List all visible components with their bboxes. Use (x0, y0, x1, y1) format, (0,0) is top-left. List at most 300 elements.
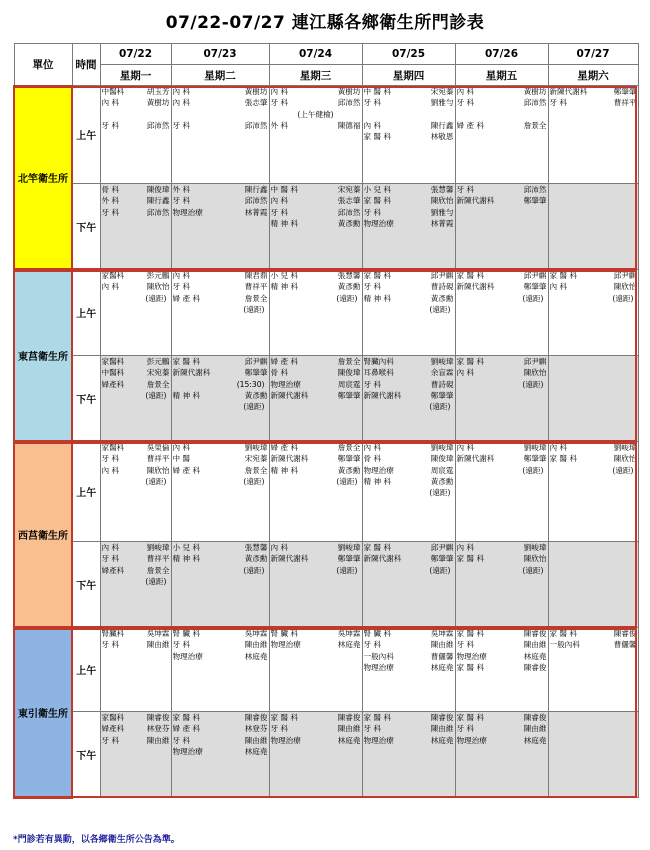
schedule-entry (172, 735, 269, 746)
schedule-entry (363, 390, 455, 401)
schedule-cell (548, 542, 638, 628)
department: 外 科 (172, 185, 191, 194)
schedule-cell (171, 442, 269, 542)
department: 家 醫 科 (363, 713, 392, 722)
schedule-entry (363, 97, 455, 108)
schedule-entry (363, 662, 455, 673)
header-date: 07/26 (455, 44, 548, 65)
schedule-entry (172, 120, 269, 131)
doctor-name: 宋宛蓁 (337, 185, 361, 194)
doctor-name: 邱尹麒 (523, 357, 547, 366)
schedule-entry (549, 281, 638, 292)
doctor-name: 林庭堯 (430, 662, 454, 672)
schedule-entry (363, 207, 455, 218)
schedule-entry (101, 270, 171, 281)
schedule-entry (549, 453, 638, 464)
doctor-name: 陳睿俊 (337, 713, 361, 722)
department: 精 神 科 (172, 390, 201, 400)
am-label: 上午 (72, 270, 100, 356)
schedule-cell (100, 628, 171, 712)
schedule-entry (172, 542, 269, 553)
schedule-entry (363, 120, 455, 131)
department: 物理治療 (172, 651, 203, 661)
department: 家 醫 科 (456, 713, 485, 722)
table-row (14, 542, 638, 628)
schedule-entry (101, 565, 171, 576)
doctor-name: 黃樹坊 (523, 87, 547, 96)
department: 物理治療 (456, 735, 487, 745)
pm-label: 下午 (72, 542, 100, 628)
header-weekday: 星期四 (362, 65, 455, 86)
doctor-name: 邱尹麒 (430, 543, 454, 552)
department: 一般內科 (549, 640, 580, 650)
schedule-note: (遠距) (145, 390, 167, 400)
schedule-entry (101, 281, 171, 292)
schedule-note: (遠距) (429, 565, 451, 575)
header-weekday: 星期一 (100, 65, 171, 86)
department: 新陳代謝科 (270, 554, 309, 564)
department: 物理治療 (270, 735, 301, 745)
doctor-name: 余盲霖 (430, 368, 454, 378)
department: 中 醫 科 (363, 87, 392, 96)
department: 牙 科 (172, 735, 191, 745)
schedule-entry (270, 367, 362, 378)
schedule-entry (101, 184, 171, 195)
department: 牙 科 (101, 454, 120, 464)
schedule-entry (172, 281, 269, 292)
schedule-entry (101, 735, 171, 746)
doctor-name: 曹祥平 (146, 554, 170, 564)
schedule-entry (549, 639, 638, 650)
doctor-name: 詹景全 (244, 465, 268, 475)
schedule-entry (172, 453, 269, 464)
schedule-entry (270, 639, 362, 650)
schedule-entry (101, 86, 171, 97)
doctor-name: 林庭堯 (337, 640, 361, 650)
schedule-entry (270, 712, 362, 723)
doctor-name (366, 109, 454, 120)
schedule-cell (100, 442, 171, 542)
schedule-note: (遠距) (612, 293, 634, 303)
doctor-name: 劉峻瑋 (146, 543, 170, 552)
department: 小 兒 科 (172, 543, 201, 552)
department: 家 醫 科 (456, 662, 485, 672)
schedule-entry (172, 97, 269, 108)
doctor-name: 林庭堯 (523, 651, 547, 661)
schedule-cell (100, 542, 171, 628)
department: 內 科 (172, 271, 191, 280)
schedule-entry (172, 442, 269, 453)
schedule-entry (456, 356, 548, 367)
doctor-name: 宋宛蓁 (146, 368, 170, 378)
doctor-name: 張志肇 (337, 196, 361, 206)
schedule-entry (101, 120, 171, 131)
schedule-entry (456, 86, 548, 97)
schedule-entry (363, 712, 455, 723)
department: 外 科 (101, 196, 120, 206)
doctor-name: 吳榮倫 (146, 443, 170, 452)
schedule-cell (100, 86, 171, 184)
schedule-entry (549, 442, 638, 453)
schedule-cell (362, 712, 455, 798)
schedule-entry (101, 628, 171, 639)
schedule-note: (遠距) (336, 293, 358, 303)
schedule-entry (172, 746, 269, 757)
doctor-name: 陳行鑫 (146, 196, 170, 206)
doctor-name: 鄭肇肇 (337, 390, 361, 400)
schedule-entry (101, 97, 171, 108)
doctor-name: 黃彥勳 (337, 218, 361, 228)
schedule-entry (363, 367, 455, 378)
doctor-name: 陳由維 (244, 640, 268, 650)
doctor-name: 陳由維 (523, 724, 547, 734)
schedule-entry (363, 651, 455, 662)
schedule-entry (172, 195, 269, 206)
schedule-entry (363, 453, 455, 464)
schedule-entry (101, 723, 171, 734)
schedule-cell (455, 712, 548, 798)
doctor-name: 吳坤霖 (337, 629, 361, 638)
schedule-entry (363, 281, 455, 292)
schedule-entry (549, 97, 638, 108)
doctor-name: 邱沛然 (523, 185, 547, 194)
schedule-cell (100, 270, 171, 356)
doctor-name: 詹景全 (244, 293, 268, 303)
schedule-entry (101, 109, 171, 120)
schedule-entry (456, 723, 548, 734)
doctor-name: 劉峻瑋 (430, 443, 454, 452)
schedule-cell (548, 356, 638, 442)
doctor-name: 陳由維 (430, 724, 454, 734)
department: 牙 科 (363, 379, 382, 389)
doctor-name: 劉峻瑋 (613, 443, 637, 452)
unit-name: 東引衛生所 (14, 628, 72, 798)
schedule-entry (363, 465, 455, 476)
schedule-entry (172, 553, 269, 564)
doctor-name: 彭元鵬 (146, 357, 170, 366)
schedule-cell (269, 356, 362, 442)
schedule-entry (172, 184, 269, 195)
doctor-name: 林敬恩 (430, 132, 454, 142)
department: 小 兒 科 (363, 185, 392, 194)
doctor-name: 林庭堯 (337, 735, 361, 745)
department: 物理治療 (270, 640, 301, 650)
schedule-entry (172, 109, 269, 120)
doctor-name: 詹景全 (523, 120, 547, 130)
schedule-note: (遠距) (522, 379, 544, 389)
doctor-name: 陳行鑫 (430, 120, 454, 130)
department: 中 醫 科 (270, 185, 299, 194)
schedule-entry (270, 195, 362, 206)
doctor-name: 陳睿俊 (430, 713, 454, 722)
schedule-entry (270, 453, 362, 464)
department: 內 科 (456, 443, 475, 452)
schedule-cell (269, 86, 362, 184)
doctor-name: 林庭堯 (244, 651, 268, 661)
schedule-cell (269, 184, 362, 270)
pm-label: 下午 (72, 356, 100, 442)
department: 家 醫 科 (363, 543, 392, 552)
schedule-entry (363, 476, 455, 487)
doctor-name: 邱沛然 (523, 98, 547, 108)
schedule-entry (363, 628, 455, 639)
department: 一般內科 (363, 651, 394, 661)
schedule-entry (456, 553, 548, 564)
doctor-name: 陳欣怡 (613, 454, 637, 464)
table-row (14, 86, 638, 184)
schedule-entry (101, 379, 171, 390)
doctor-name: 劉峻瑋 (523, 543, 547, 552)
schedule-cell (171, 712, 269, 798)
doctor-name: 劉雅勻 (430, 98, 454, 108)
department: 家醫科 (101, 713, 125, 722)
schedule-cell (362, 628, 455, 712)
doctor-name: 陳俊瑋 (337, 368, 361, 378)
department: 牙 科 (456, 185, 475, 194)
schedule-entry (101, 712, 171, 723)
doctor-name: 林菁霞 (430, 218, 454, 228)
schedule-entry (270, 628, 362, 639)
department: 牙 科 (101, 554, 120, 564)
department: 中醫科 (101, 368, 125, 378)
footnote: *門診若有異動，以各鄉衛生所公告為準。 (13, 835, 180, 845)
schedule-entry (549, 86, 638, 97)
schedule-entry (363, 723, 455, 734)
doctor-name: 邱尹麒 (523, 271, 547, 280)
doctor-name: 鄭肇肇 (523, 282, 547, 292)
department: 牙 科 (549, 98, 568, 108)
schedule-cell (455, 542, 548, 628)
department: 家 醫 科 (363, 271, 392, 280)
schedule-cell (362, 356, 455, 442)
department: 內 科 (172, 443, 191, 452)
schedule-entry (363, 442, 455, 453)
department: 內 科 (101, 543, 120, 552)
schedule-note: (遠距) (243, 402, 265, 412)
department: 牙 科 (363, 98, 382, 108)
table-row (14, 270, 638, 356)
schedule-entry (172, 86, 269, 97)
department: 牙 科 (270, 98, 289, 108)
doctor-name: 張慧馨 (244, 543, 268, 552)
doctor-name: 曹詩硯 (430, 379, 454, 389)
schedule-note: (遠距) (243, 565, 265, 575)
doctor-name: 黃彥勳 (337, 465, 361, 475)
department: 家醫科 (101, 271, 125, 280)
schedule-note: (遠距) (429, 304, 451, 314)
schedule-entry (101, 453, 171, 464)
department: 物理治療 (172, 746, 203, 756)
schedule-entry (172, 207, 269, 218)
doctor-name: 陳君鼎 (244, 271, 268, 280)
doctor-name: 邱尹麒 (613, 271, 637, 280)
department: 物理治療 (363, 465, 394, 475)
department: 家 醫 科 (549, 271, 578, 280)
schedule-entry (456, 712, 548, 723)
doctor-name: 周宸霆 (337, 379, 361, 389)
schedule-entry (456, 542, 548, 553)
doctor-name: 黃彥勳 (244, 390, 268, 400)
doctor-name: 鄭肇肇 (523, 196, 547, 206)
department: 家 醫 科 (549, 629, 578, 638)
department: 物理治療 (363, 735, 394, 745)
department: 骨 科 (101, 185, 120, 194)
schedule-entry (172, 356, 269, 367)
schedule-entry (172, 723, 269, 734)
department: 物理治療 (363, 218, 394, 228)
schedule-cell (455, 442, 548, 542)
schedule-entry (101, 553, 171, 564)
clinic-schedule-table (13, 43, 639, 799)
doctor-name: 黃樹坊 (337, 87, 361, 96)
doctor-name: 黃彥勳 (244, 554, 268, 564)
department: 牙 科 (101, 735, 120, 745)
department: 中 醫 (172, 454, 191, 464)
department: 內 科 (363, 443, 382, 452)
schedule-note: (遠距) (429, 488, 451, 498)
schedule-cell (548, 712, 638, 798)
schedule-entry (456, 184, 548, 195)
doctor-name: 邱沛然 (244, 196, 268, 206)
department: 牙 科 (363, 724, 382, 734)
department: 牙 科 (456, 98, 475, 108)
department: 內 科 (456, 543, 475, 552)
department: 內 科 (270, 87, 289, 96)
department: 家 醫 科 (456, 357, 485, 366)
doctor-name: 曹祥平 (146, 454, 170, 464)
doctor-name: 胡玉芳 (146, 87, 170, 96)
header-weekday: 星期三 (269, 65, 362, 86)
department: 家醫科 (101, 357, 125, 366)
schedule-entry (363, 86, 455, 97)
schedule-entry (172, 367, 269, 378)
schedule-entry (363, 379, 455, 390)
doctor-name: 宋宛蓁 (244, 454, 268, 464)
schedule-cell (455, 184, 548, 270)
doctor-name: 邱沛然 (337, 98, 361, 108)
doctor-name: 林庭堯 (430, 735, 454, 745)
schedule-cell (269, 628, 362, 712)
department: 牙 科 (456, 724, 475, 734)
table-row (14, 356, 638, 442)
department: 精 神 科 (270, 218, 299, 228)
schedule-entry (101, 639, 171, 650)
doctor-name: 曹儷馨 (613, 640, 637, 650)
doctor-name: 陳欣怡 (146, 282, 170, 292)
schedule-cell (269, 712, 362, 798)
schedule-cell (100, 712, 171, 798)
doctor-name: 陳睿俊 (613, 629, 637, 638)
doctor-name (104, 109, 170, 120)
header-weekday: 星期六 (548, 65, 638, 86)
department: 牙 科 (456, 640, 475, 650)
header-date: 07/22 (100, 44, 171, 65)
doctor-name: 陳行鑫 (244, 185, 268, 194)
schedule-entry (101, 465, 171, 476)
doctor-name: 彭元鵬 (146, 271, 170, 280)
schedule-entry (456, 109, 548, 120)
schedule-note: (上午健檢) (297, 109, 334, 119)
pm-label: 下午 (72, 184, 100, 270)
schedule-cell (362, 542, 455, 628)
department: 牙 科 (101, 207, 120, 217)
department: 新陳代謝科 (456, 454, 495, 464)
schedule-entry (456, 195, 548, 206)
doctor-name: 林庭堯 (523, 735, 547, 745)
schedule-entry (363, 109, 455, 120)
doctor-name: 陳睿俊 (523, 713, 547, 722)
schedule-entry (456, 367, 548, 378)
schedule-entry (456, 639, 548, 650)
department: 新陳代謝科 (456, 282, 495, 292)
department: 婦 產 科 (172, 465, 201, 475)
schedule-entry (172, 465, 269, 476)
department: 牙 科 (172, 640, 191, 650)
department: 牙 科 (172, 196, 191, 206)
schedule-entry (270, 120, 362, 131)
department: 家 醫 科 (549, 454, 578, 464)
table-row (14, 184, 638, 270)
unit-name: 西莒衛生所 (14, 442, 72, 628)
doctor-name: 宋宛蓁 (430, 87, 454, 96)
schedule-entry (270, 281, 362, 292)
doctor-name: 邱沛然 (244, 120, 268, 130)
schedule-note: (遠距) (522, 465, 544, 475)
schedule-cell (362, 442, 455, 542)
department: 牙 科 (101, 120, 120, 130)
schedule-cell (455, 356, 548, 442)
department: 牙 科 (101, 640, 120, 650)
schedule-entry (172, 651, 269, 662)
header-date: 07/24 (269, 44, 362, 65)
doctor-name: 詹景全 (337, 443, 361, 452)
department: 新陳代謝科 (270, 454, 309, 464)
page-title: 07/22-07/27 連江縣各鄉衛生所門診表 (165, 13, 485, 33)
department: 內 科 (101, 465, 120, 475)
schedule-entry (456, 442, 548, 453)
schedule-entry (270, 97, 362, 108)
schedule-entry (270, 442, 362, 453)
schedule-entry (456, 628, 548, 639)
schedule-entry (363, 735, 455, 746)
department: 婦 產 科 (172, 724, 201, 734)
doctor-name: 鄭肇肇 (613, 87, 637, 96)
schedule-cell (269, 442, 362, 542)
header-weekday: 星期五 (455, 65, 548, 86)
schedule-cell (548, 270, 638, 356)
doctor-name: 陳俊瑋 (430, 454, 454, 464)
schedule-entry (270, 270, 362, 281)
doctor-name: 劉雅勻 (430, 207, 454, 217)
header-unit: 單位 (14, 44, 72, 86)
schedule-entry (363, 553, 455, 564)
department: 精 神 科 (270, 465, 299, 475)
schedule-cell (171, 184, 269, 270)
doctor-name: 鄭肇肇 (430, 390, 454, 400)
schedule-entry (363, 542, 455, 553)
doctor-name: 陳欣怡 (430, 196, 454, 206)
schedule-entry (549, 270, 638, 281)
schedule-cell (548, 442, 638, 542)
department: 小 兒 科 (270, 271, 299, 280)
schedule-cell (100, 356, 171, 442)
doctor-name: 鄭肇肇 (337, 554, 361, 564)
doctor-name: 黃樹坊 (244, 87, 268, 96)
department: 中醫科 (101, 87, 125, 96)
schedule-entry (270, 390, 362, 401)
doctor-name: 邱尹麒 (244, 357, 268, 366)
doctor-name: 劉峻瑋 (523, 443, 547, 452)
